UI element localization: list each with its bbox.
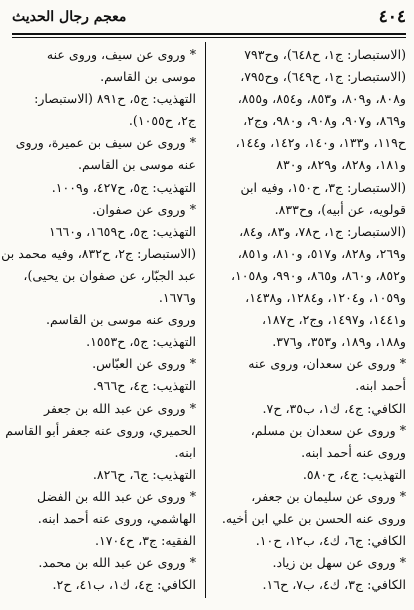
text-line: * وروى عن سهل بن زياد.	[272, 555, 406, 571]
text-line: و١٠٥٩، و١٢٠٤، و١٢٨٤، و١٤٣٨،	[245, 290, 406, 306]
text-line: ج٢، ح١٠٥٥).	[128, 113, 196, 129]
header-rule-thick	[12, 33, 406, 35]
text-line: الكافي: ج٤، ك١، ب٣٥، ح٧.	[262, 400, 406, 416]
text-line: و١٨١، و٨٢٨، و٨٢٩، و٨٣٠	[276, 157, 406, 173]
text-line: التهذيب: ج٤، ح٩٦٦.	[92, 378, 196, 394]
page-header	[12, 4, 406, 30]
text-line: و١٨٨، و١٨٩، و٣٥٣، و٣٧٦.	[272, 334, 406, 350]
text-line: (الاستبصار: ج١، ح٧٨، و٨٣، و٨٤،	[239, 223, 406, 239]
text-line: و٨٠٨، و٨٠٩، و٨٥٣، و٨٥٤، و٨٥٥،	[237, 91, 406, 107]
text-line: التهذيب: ج٥، ح١٥٥٣.	[86, 334, 196, 350]
text-line: * وروى عن عبد الله بن الفضل	[37, 488, 196, 504]
text-line: قولويه، عن أبيه)، وح٨٣٣.	[274, 201, 406, 217]
text-line: وروى عنه أحمد ابنه.	[301, 444, 406, 460]
text-line: (الاستبصار: ج١، ح٦٤٩)، وح٧٩٥،	[240, 69, 406, 85]
text-line: الكافي: ج٣، ك٤، ب٧، ح١٦.	[262, 577, 406, 593]
text-line: (الاستبصار: ج٢، ح٨٣٢، وفيه محمد بن	[1, 245, 196, 261]
text-line: موسى بن القاسم.	[100, 69, 196, 85]
text-line: الهاشمي، وروى عنه أحمد ابنه.	[37, 510, 196, 526]
text-line: و٨٦٩، و٩٠٧، و٩٠٨، و٩٨٠، وج٢،	[243, 113, 406, 129]
text-line: * وروى عن سعدان بن مسلم،	[250, 422, 406, 438]
text-line: * وروى عن سعدان، وروى عنه	[248, 356, 406, 372]
text-line: عبد الجبّار، عن صفوان بن يحيى)،	[23, 267, 196, 283]
text-line: * وروى عن سليمان بن جعفر،	[251, 488, 406, 504]
text-line: و٨٥٢، و٨٦٠، و٨٦٥، و٩٩٠، و١٠٥٨،	[230, 267, 406, 283]
text-line: ح١١٩، و١٣٣، و١٤٠، و١٤٢، و١٤٤،	[235, 135, 406, 151]
running-title: معجم رجال الحديث	[12, 9, 127, 25]
header-rule-thin	[12, 37, 406, 38]
text-line: الحميري، وروى عنه جعفر أبو القاسم	[5, 422, 196, 438]
text-line: التهذيب: ج٥، ح٤٢٧، و١٠٠٩.	[51, 179, 196, 195]
text-line: أحمد ابنه.	[355, 378, 406, 394]
text-line: * وروى عن سيف بن عميرة، وروى	[15, 135, 196, 151]
text-line: (الاستبصار: ج١، ح٦٤٨)، وح٧٩٣	[244, 47, 406, 62]
right-column	[215, 44, 406, 604]
text-line: التهذيب: ج٦، ح٨٢٦.	[92, 466, 196, 482]
text-line: (الاستبصار: ج٣، ح١٥٠، وفيه ابن	[240, 179, 406, 195]
text-line: ابنه.	[174, 444, 196, 460]
text-line: و١٦٧٦.	[158, 290, 196, 306]
text-line: التهذيب: ج٥، ح٨٩١ (الاستبصار:	[34, 91, 196, 107]
text-line: * وروى عن سيف، وروى عنه	[46, 47, 196, 62]
text-line: الكافي: ج٦، ك٤، ب١٢، ح١٠.	[255, 533, 406, 549]
text-line: الفقيه: ج٣، ح١٧٠٤.	[94, 533, 196, 549]
text-line: * وروى عن العبّاس.	[92, 356, 196, 372]
text-line: التهذيب: ج٥، ح١٦٥٩، و١٦٦٠	[48, 223, 196, 239]
text-line: و٢٦٩، و٨٢٨، و٥١٧، و٨١٠، و٨٥١،	[237, 245, 406, 261]
page-number: ٤٠٤	[378, 7, 406, 27]
text-line: الكافي: ج٤، ك١، ب٤١، ح٢.	[52, 577, 196, 593]
text-line: * وروى عن عبد الله بن جعفر	[44, 400, 196, 416]
text-line: * وروى عن عبد الله بن محمد.	[38, 555, 196, 571]
text-line: وروى عنه الحسن بن علي ابن أخيه.	[221, 510, 406, 526]
text-line: عنه موسى بن القاسم.	[78, 157, 196, 173]
text-line: وروى عنه موسى بن القاسم.	[45, 312, 196, 328]
text-line: التهذيب: ج٤، ح٥٨٠.	[302, 466, 406, 482]
text-line: * وروى عن صفوان.	[92, 201, 196, 217]
column-divider	[205, 42, 206, 598]
left-column	[1, 44, 196, 604]
text-line: و١٤٤١، و١٤٩٧، وج٢، ح١٨٧،	[262, 312, 406, 328]
